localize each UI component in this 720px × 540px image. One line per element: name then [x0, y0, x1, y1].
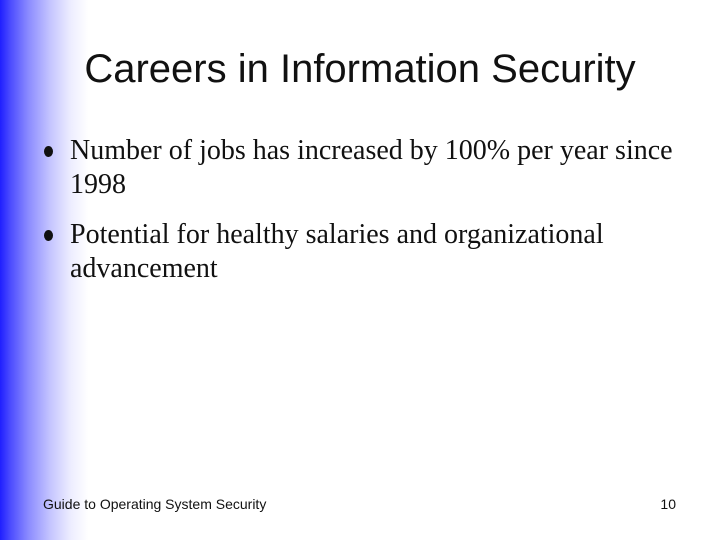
- bullet-item-salaries: [44, 218, 684, 286]
- footer-course-title: Guide to Operating System Security: [43, 496, 267, 512]
- slide-title: Careers in Information Security: [84, 47, 636, 91]
- bullet-item-jobs-growth: [44, 134, 684, 202]
- bullet-text-salaries: Potential for healthy salaries and organizational advancement: [70, 219, 604, 284]
- slide-page-number: 10: [660, 496, 676, 512]
- bullet-icon: [44, 230, 53, 241]
- bullet-text-jobs-growth: Number of jobs has increased by 100% per year since 1998: [70, 135, 673, 200]
- bullet-list: [44, 134, 684, 286]
- bullet-icon: [44, 146, 53, 157]
